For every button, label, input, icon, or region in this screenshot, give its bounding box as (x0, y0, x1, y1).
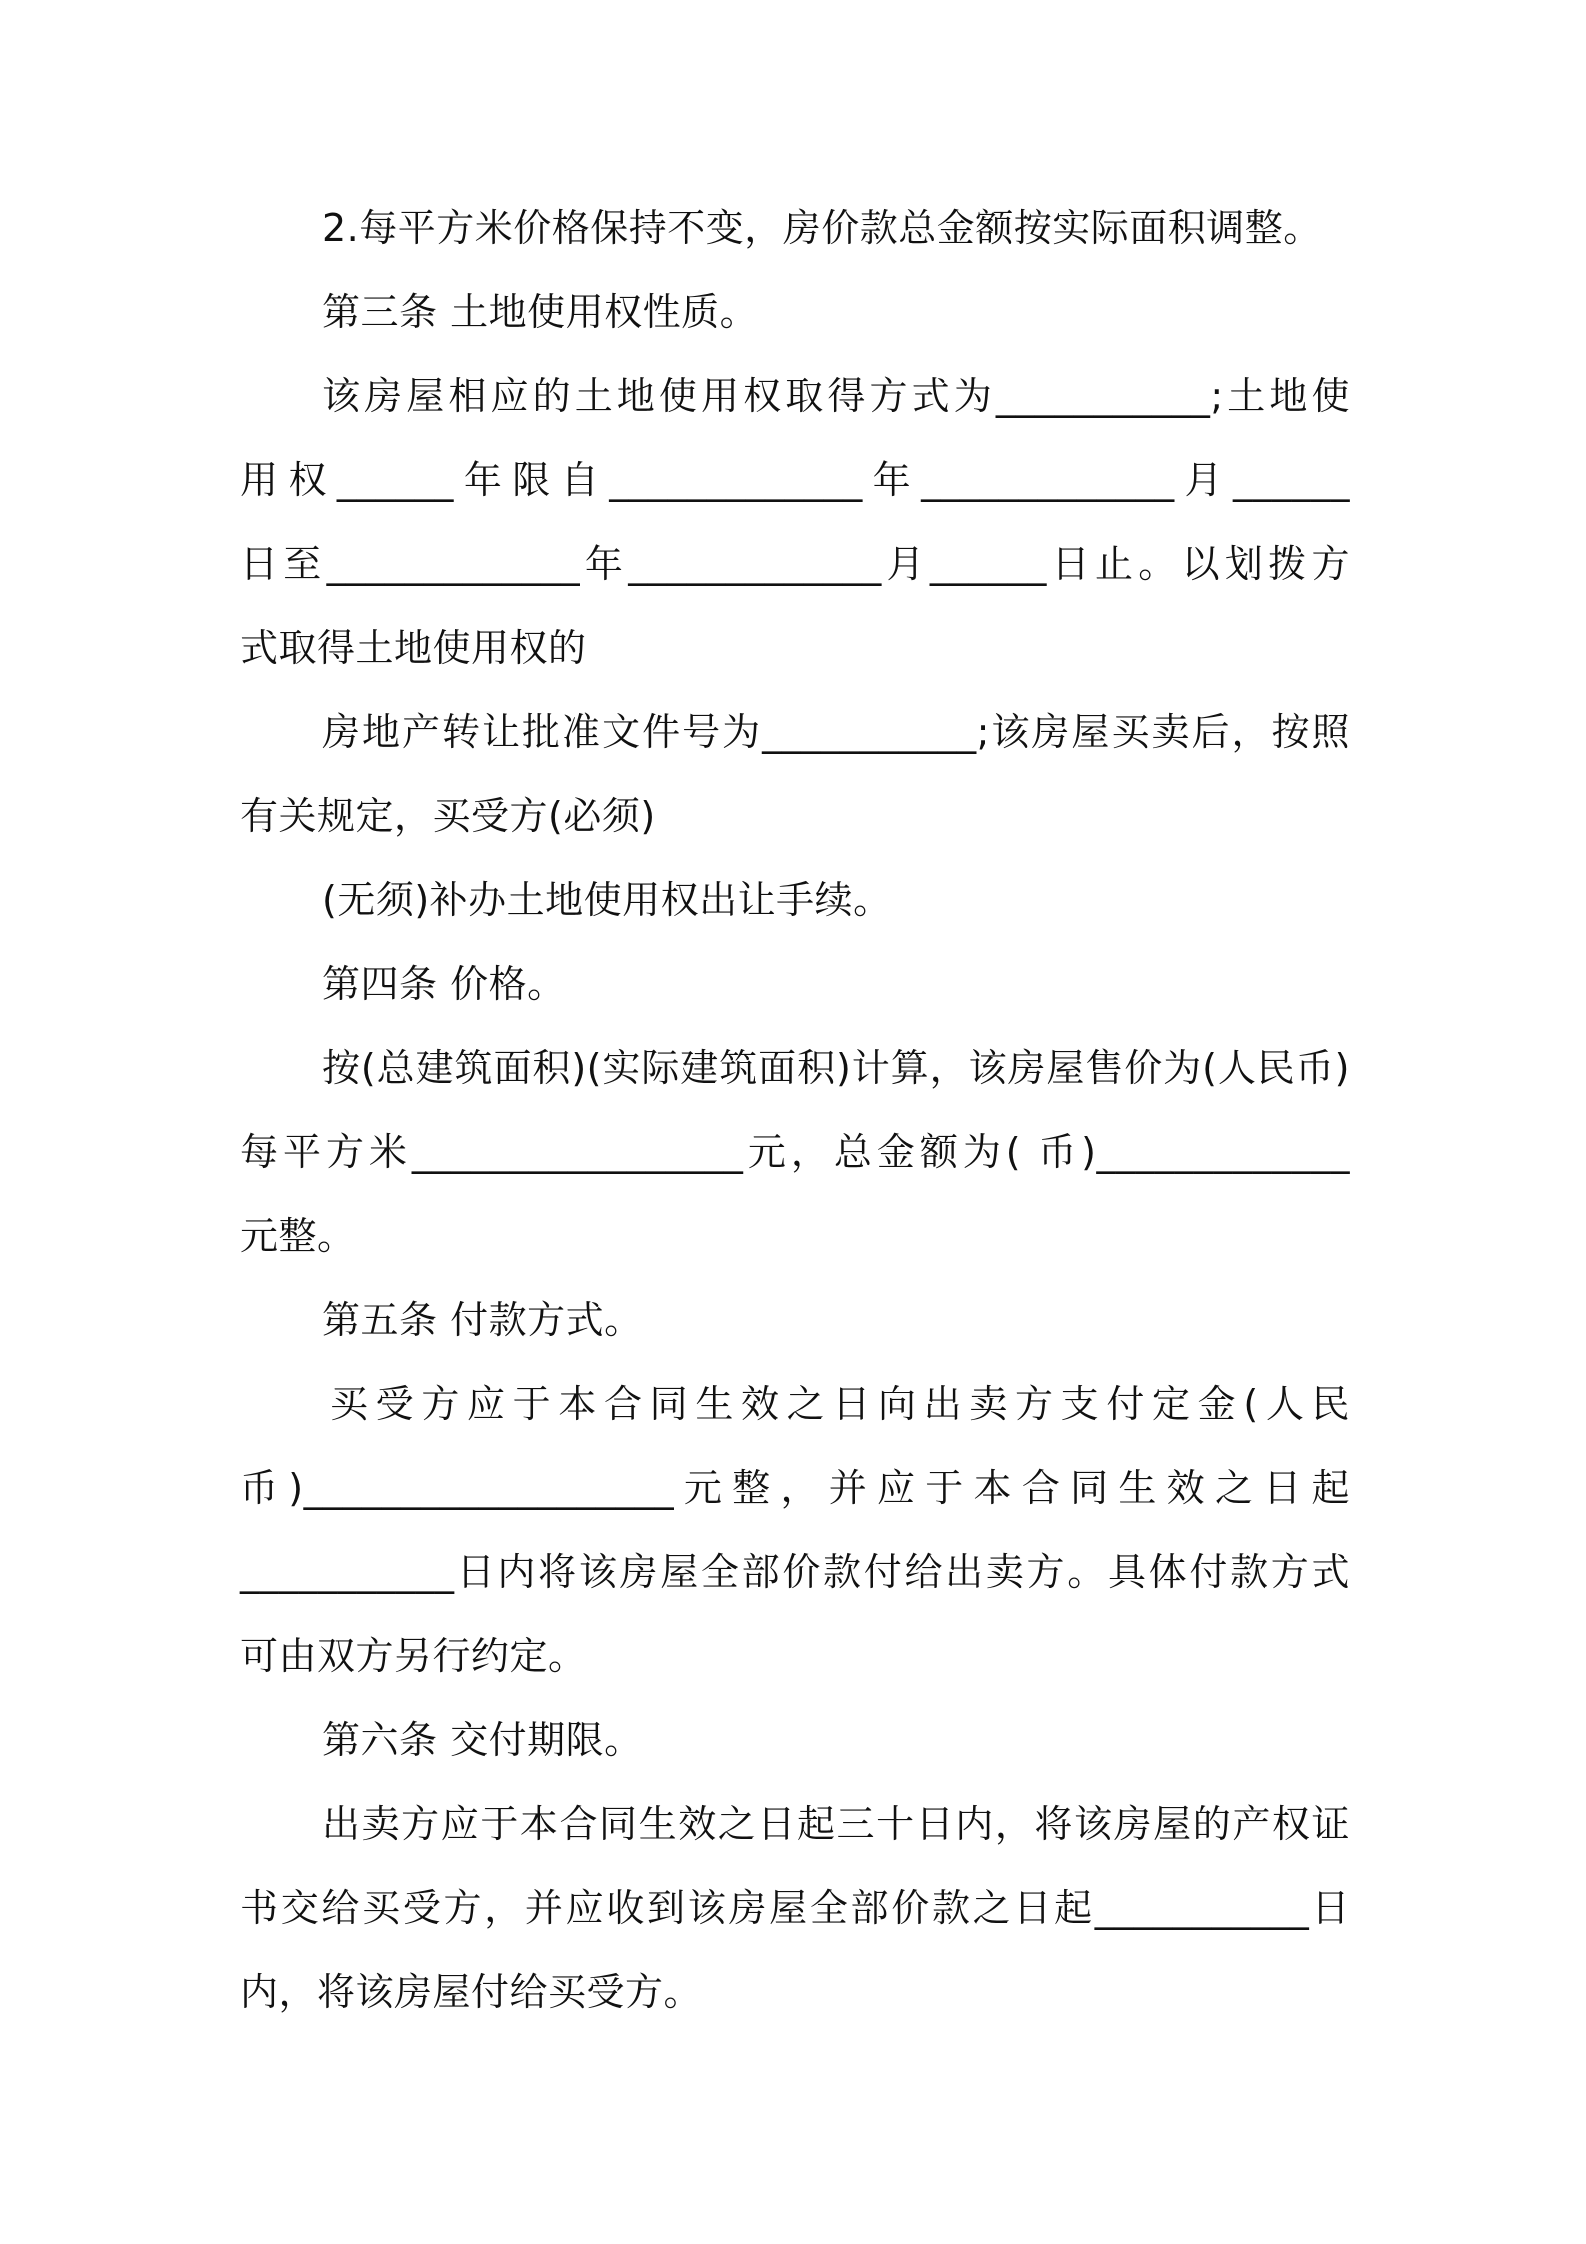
text-line: 出卖方应于本合同生效之日起三十日内，将该房屋的产权证 (322, 1802, 1350, 1846)
text-line: 元整。 (240, 1214, 356, 1258)
article-heading: 第六条 交付期限。 (322, 1718, 643, 1762)
text-line: ___________日内将该房屋全部价款付给出卖方。具体付款方式 (240, 1550, 1350, 1594)
text-line: 币)___________________元整，并应于本合同生效之日起 (240, 1466, 1350, 1510)
text-line: 书交给买受方，并应收到该房屋全部价款之日起___________日 (240, 1886, 1350, 1930)
text-line: 每平方米_________________元，总金额为( 币)_____________ (240, 1130, 1350, 1174)
article-heading: 第四条 价格。 (322, 962, 566, 1006)
text-line: 2.每平方米价格保持不变，房价款总金额按实际面积调整。 (322, 206, 1322, 250)
text-line: 有关规定，买受方(必须) (240, 794, 656, 838)
text-line: 按(总建筑面积)(实际建筑面积)计算，该房屋售价为(人民币) (322, 1046, 1350, 1090)
text-line: (无须)补办土地使用权出让手续。 (322, 878, 892, 922)
text-line: 该房屋相应的土地使用权取得方式为___________;土地使 (322, 374, 1350, 418)
article-heading: 第五条 付款方式。 (322, 1298, 643, 1342)
text-line: 内，将该房屋付给买受方。 (240, 1970, 703, 2014)
article-heading: 第三条 土地使用权性质。 (322, 290, 759, 334)
text-line: 房地产转让批准文件号为___________;该房屋买卖后，按照 (322, 710, 1350, 754)
text-line: 可由双方另行约定。 (240, 1634, 587, 1678)
text-line: 式取得土地使用权的 (240, 626, 587, 670)
text-line: 日至_____________年_____________月______日止。以划拨方 (240, 542, 1350, 586)
text-line: 用权______年限自_____________年_____________月______ (240, 458, 1350, 502)
text-line: 买受方应于本合同生效之日向出卖方支付定金(人民 (330, 1382, 1350, 1426)
